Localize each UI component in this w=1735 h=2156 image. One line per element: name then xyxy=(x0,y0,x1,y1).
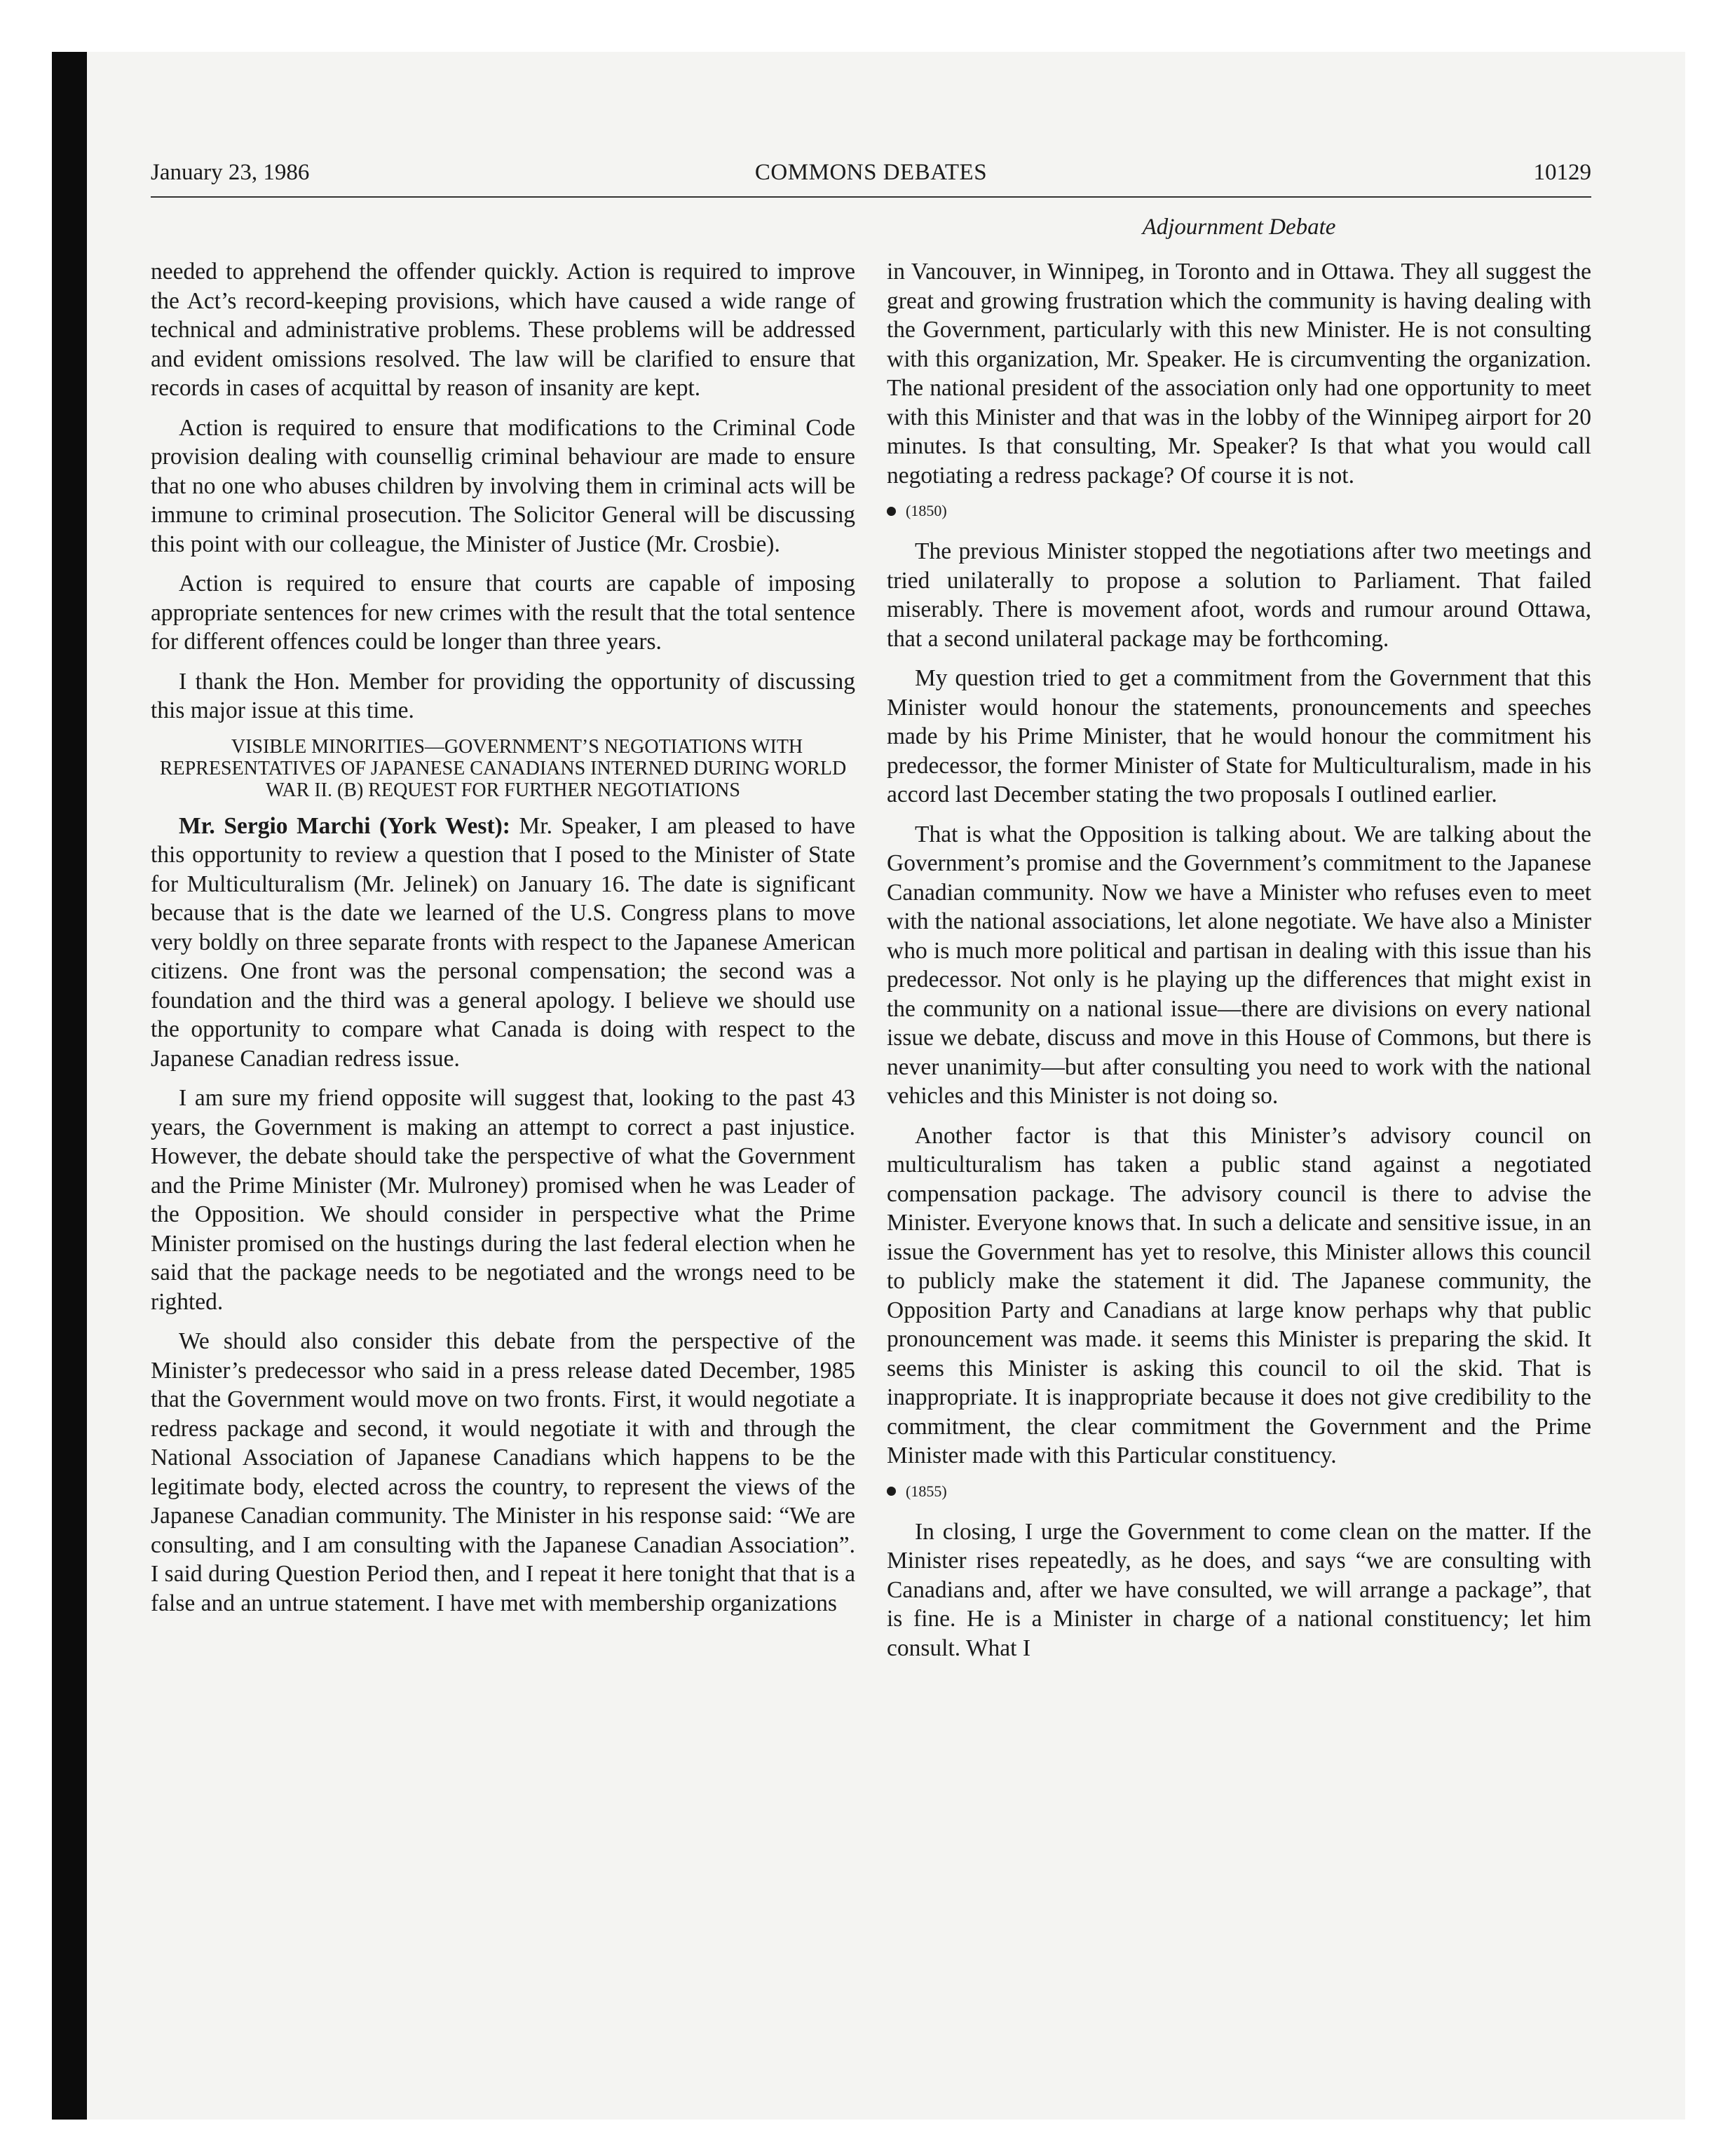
paragraph: needed to apprehend the offender quickly. Action is required to improve the Act’s record-keeping provisions, which have caused a wide range of technical and administrative problems. These problems will be addressed and evident omissions resolved. The law will be clarified to ensure that records in cases of acquittal by reason of insanity are kept. xyxy=(151,259,855,401)
paragraph: in Vancouver, in Winnipeg, in Toronto and in Ottawa. They all suggest the great and growing frustration which the community is having dealing with the Government, particularly with this new Minister. He is not consulting with this organization, Mr. Speaker. He is circumventing the organization. The national president of the association only had one opportunity to meet with this Minister and that was in the lobby of the Winnipeg airport for 20 minutes. Is that consulting, Mr. Speaker? Is that what you would call negotiating a redress package? Of course it is not. xyxy=(887,259,1591,489)
header-date: January 23, 1986 xyxy=(151,160,310,185)
left-column xyxy=(151,257,855,1628)
bullet-icon xyxy=(887,1487,896,1496)
paragraph: That is what the Opposition is talking about. We are talking about the Government’s promise and the Government’s commitment to the Japanese Canadian community. Now we have a Minister who refuses even to meet with the national associations, let alone negotiate. We have also a Minister who is much more political and partisan in dealing with this issue than his predecessor. Not only is he playing up the differences that might exist in the community on a national issue—there are divisions on every national issue we debate, discuss and move in this House of Commons, but there is never unanimity—but after consulting you need to work with the national vehicles and this Minister is not doing so. xyxy=(887,821,1591,1109)
section-heading: Adjournment Debate xyxy=(1142,214,1336,240)
time-stamp: (1850) xyxy=(906,502,947,519)
speaker-name: Mr. Sergio Marchi (York West): xyxy=(179,812,510,839)
debate-topic-heading: VISIBLE MINORITIES—GOVERNMENT’S NEGOTIATIONS WITH REPRESENTATIVES OF JAPANESE CANADIANS INTERNED DURING WORLD WAR II. (B) REQUEST FOR FURTHER NEGOTIATIONS xyxy=(159,735,847,801)
paragraph: Another factor is that this Minister’s advisory council on multiculturalism has taken a public stand against a negotiated compensation package. The advisory council is there to advise the Minister. Everyone knows that. In such a delicate and sensitive issue, in an issue the Government has yet to resolve, this Minister allows this council to publicly make the statement it did. The Japanese community, the Opposition Party and Canadians at large know perhaps why that public pronouncement was made. it seems this Minister is preparing the skid. It seems this Minister is asking this council to oil the skid. That is inappropriate. It is inappropriate because it does not give credibility to the commitment, the clear commitment the Government and the Prime Minister made with this Particular constituency. xyxy=(887,1122,1591,1468)
right-column xyxy=(887,257,1591,1673)
publication-title: COMMONS DEBATES xyxy=(754,160,988,185)
paragraph: Action is required to ensure that courts are capable of imposing appropriate sentences for new crimes with the result that the total sentence for different offences could be longer than three years. xyxy=(151,571,855,655)
time-stamp: (1855) xyxy=(906,1482,947,1500)
paragraph: I am sure my friend opposite will suggest that, looking to the past 43 years, the Government is making an attempt to correct a past injustice. However, the debate should take the perspective of what the Government and the Prime Minister (Mr. Mulroney) promised when he was Leader of the Opposition. We should consider in perspective what the Prime Minister promised on the hustings during the last federal election when he said that the package needs to be negotiated and the wrongs need to be righted. xyxy=(151,1085,855,1315)
speaker-paragraph xyxy=(151,812,855,1074)
paragraph: The previous Minister stopped the negotiations after two meetings and tried unilaterally to propose a solution to Parliament. That failed miserably. There is movement afoot, words and rumour around Ottawa, that a second unilateral package may be forthcoming. xyxy=(887,538,1591,652)
time-marker xyxy=(887,500,1591,521)
header-rule xyxy=(151,196,1591,198)
paragraph: We should also consider this debate from the perspective of the Minister’s predecessor who said in a press release dated December, 1985 that the Government would move on two fronts. First, it would negotiate a redress package and second, it would negotiate it with and through the National Association of Japanese Canadians which happens to be the legitimate body, elected across the country, to represent the views of the Japanese Canadian community. The Minister in his response said: “We are consulting, and I am consulting with the Japanese Canadian Association”. I said during Question Period then, and I repeat it here tonight that that is a false and an untrue statement. I have met with membership organizations xyxy=(151,1328,855,1616)
page-number: 10129 xyxy=(1533,160,1591,185)
bullet-icon xyxy=(887,507,896,516)
paragraph: My question tried to get a commitment from the Government that this Minister would honour the statements, pronouncements and speeches made by his Prime Minister, that he would honour the commitment his predecessor, the former Minister of State for Multiculturalism, made in his accord last December stating the two proposals I outlined earlier. xyxy=(887,665,1591,807)
paragraph: I thank the Hon. Member for providing the opportunity of discussing this major issue at this time. xyxy=(151,668,855,723)
paragraph: In closing, I urge the Government to come clean on the matter. If the Minister rises repeatedly, as he does, and says “we are consulting with Canadians and, after we have consulted, we will arrange a package”, that is fine. He is a Minister in charge of a national constituency; let him consult. What I xyxy=(887,1518,1591,1661)
binding-edge xyxy=(52,52,87,2120)
speech-text: Mr. Speaker, I am pleased to have this opportunity to review a question that I posed to the Minister of State for Multiculturalism (Mr. Jelinek) on January 16. The date is significant because that is the date we learned of the U.S. Congress plans to move very boldly on three separate fronts with respect to the Japanese American citizens. One front was the personal compensation; the second was a foundation and the third was a general apology. I believe we should use the opportunity to compare what Canada is doing with respect to the Japanese Canadian redress issue. xyxy=(151,812,856,1072)
paragraph: Action is required to ensure that modifications to the Criminal Code provision dealing with counsellig criminal behaviour are made to ensure that no one who abuses children by involving them in criminal acts will be immune to criminal prosecution. The Solicitor General will be discussing this point with our colleague, the Minister of Justice (Mr. Crosbie). xyxy=(151,414,855,557)
time-marker xyxy=(887,1481,1591,1502)
page-header xyxy=(151,160,1591,198)
